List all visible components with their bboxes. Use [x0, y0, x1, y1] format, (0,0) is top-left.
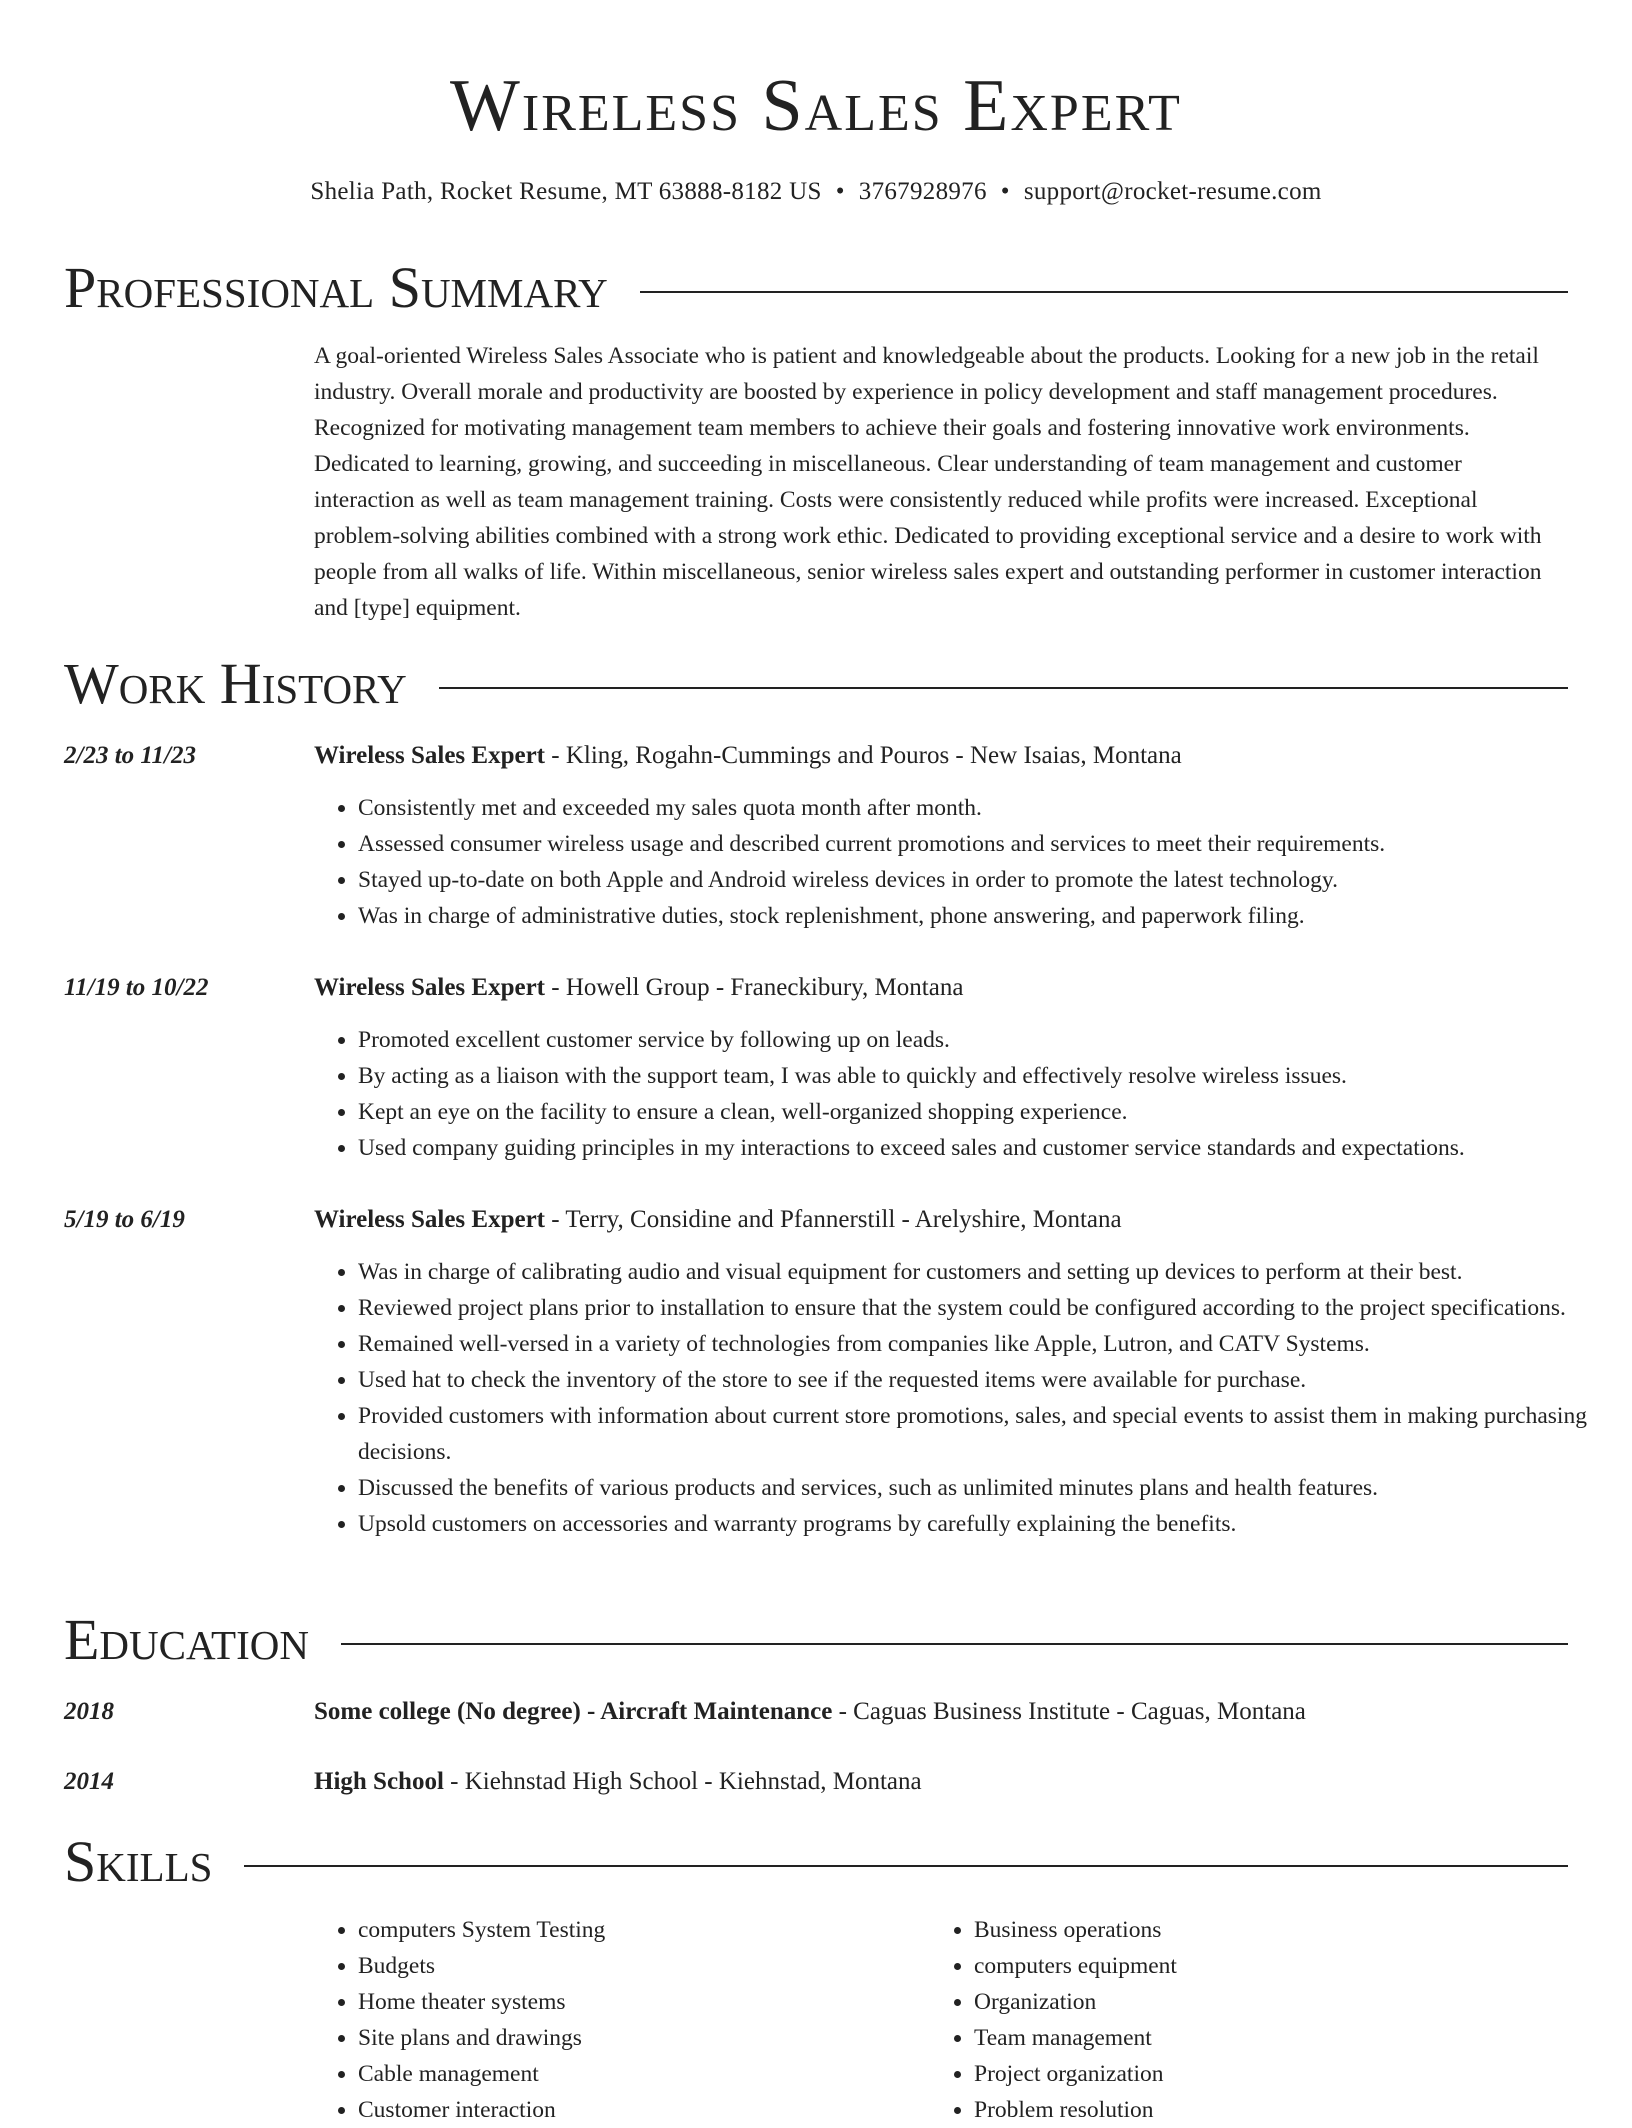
- job-bullets: [314, 1254, 1612, 1542]
- job-bullets: [314, 790, 1612, 934]
- education-heading: Education: [64, 1607, 309, 1672]
- education-details: - Caguas Business Institute - Caguas, Montana: [832, 1698, 1306, 1725]
- section-divider: [244, 1865, 1568, 1867]
- contact-phone: 3767928976: [858, 178, 987, 205]
- job-bullet: • Stayed up-to-date on both Apple and Android wireless devices in order to promote the latest technology.: [358, 862, 1612, 898]
- job-bullets: [314, 1022, 1612, 1166]
- work-section-header: [64, 652, 1568, 716]
- skill-item: • Business operations: [974, 1912, 1574, 1948]
- job-dates: 11/19 to 10/22: [64, 974, 209, 1001]
- skill-item: • Site plans and drawings: [358, 2020, 918, 2056]
- job-bullet: • Remained well-versed in a variety of technologies from companies like Apple, Lutron, and CATV Systems.: [358, 1326, 1612, 1362]
- skills-heading: Skills: [64, 1829, 213, 1894]
- skill-item: • Team management: [974, 2020, 1574, 2056]
- job-title-line: [314, 968, 1568, 1008]
- skill-item: • computers equipment: [974, 1948, 1574, 1984]
- education-section-header: [64, 1608, 1568, 1672]
- section-divider: [341, 1643, 1568, 1645]
- job-bullet: • Provided customers with information about current store promotions, sales, and special events to assist them in making purchasing decisions.: [358, 1398, 1612, 1470]
- contact-email: support@rocket-resume.com: [1023, 178, 1322, 205]
- job-bullet: • Used company guiding principles in my interactions to exceed sales and customer service standards and expectations.: [358, 1130, 1612, 1166]
- job-bullet: • Reviewed project plans prior to installation to ensure that the system could be configured according to the project specifications.: [358, 1290, 1612, 1326]
- education-year: 2014: [64, 1768, 114, 1795]
- skills-list-right: [930, 1912, 1574, 2128]
- section-divider: [640, 291, 1568, 293]
- job-title: Wireless Sales Expert: [314, 1206, 546, 1233]
- education-details: - Kiehnstad High School - Kiehnstad, Montana: [443, 1768, 922, 1795]
- skill-item: • Cable management: [358, 2056, 918, 2092]
- job-bullet: • Was in charge of administrative duties, stock replenishment, phone answering, and paperwork filing.: [358, 898, 1612, 934]
- skills-section-header: [64, 1830, 1568, 1894]
- job-bullet: • Used hat to check the inventory of the store to see if the requested items were available for purchase.: [358, 1362, 1612, 1398]
- skill-item: • Problem resolution: [974, 2092, 1574, 2128]
- summary-heading: Professional Summary: [64, 255, 608, 320]
- job-bullet: • Promoted excellent customer service by following up on leads.: [358, 1022, 1612, 1058]
- skill-item: • Project organization: [974, 2056, 1574, 2092]
- job-bullet: • Assessed consumer wireless usage and described current promotions and services to meet their requirements.: [358, 826, 1612, 862]
- job-bullet: • Upsold customers on accessories and warranty programs by carefully explaining the benefits.: [358, 1506, 1612, 1542]
- skill-item: • computers System Testing: [358, 1912, 918, 1948]
- job-bullet: • By acting as a liaison with the support team, I was able to quickly and effectively resolve wireless issues.: [358, 1058, 1612, 1094]
- job-title: Wireless Sales Expert: [314, 974, 546, 1001]
- job-bullet: • Discussed the benefits of various products and services, such as unlimited minutes plans and health features.: [358, 1470, 1612, 1506]
- job-bullet: • Kept an eye on the facility to ensure a clean, well-organized shopping experience.: [358, 1094, 1612, 1130]
- job-title-line: [314, 1200, 1568, 1240]
- job-dates: 5/19 to 6/19: [64, 1206, 185, 1233]
- job-title: Wireless Sales Expert: [314, 742, 546, 769]
- resume-name: Wireless Sales Expert: [450, 65, 1182, 147]
- education-year: 2018: [64, 1698, 114, 1725]
- skill-item: • Budgets: [358, 1948, 918, 1984]
- job-details: - Howell Group - Franeckibury, Montana: [545, 974, 964, 1001]
- job-bullet: • Was in charge of calibrating audio and visual equipment for customers and setting up devices to perform at their best.: [358, 1254, 1612, 1290]
- job-bullet: • Consistently met and exceeded my sales quota month after month.: [358, 790, 1612, 826]
- education-degree: High School: [314, 1768, 444, 1795]
- contact-line: [64, 172, 1568, 212]
- contact-address: Shelia Path, Rocket Resume, MT 63888-8182 US: [310, 178, 822, 205]
- education-line: [314, 1692, 1568, 1732]
- job-dates: 2/23 to 11/23: [64, 742, 196, 769]
- skill-item: • Customer interaction: [358, 2092, 918, 2128]
- skill-item: • Organization: [974, 1984, 1574, 2020]
- skill-item: • Home theater systems: [358, 1984, 918, 2020]
- section-divider: [439, 687, 1568, 689]
- contact-separator: •: [835, 178, 845, 205]
- summary-text: A goal-oriented Wireless Sales Associate who is patient and knowledgeable about the products. Looking for a new job in the retail industry. Overall morale and productivity are boosted by experience in policy development and staff management procedures. Recognized for motivating management team members to achieve their goals and fostering innovative work environments. Dedicated to learning, growing, and succeeding in miscellaneous. Clear understanding of team management and customer interaction as well as team management training. Costs were consistently reduced while profits were increased. Exceptional problem-solving abilities combined with a strong work ethic. Dedicated to providing exceptional service and a desire to work with people from all walks of life. Within miscellaneous, senior wireless sales expert and outstanding performer in customer interaction and [type] equipment.: [314, 343, 1542, 621]
- summary-section-header: [64, 256, 1568, 320]
- job-title-line: [314, 736, 1568, 776]
- work-heading: Work History: [64, 651, 407, 716]
- contact-separator: •: [1000, 178, 1010, 205]
- job-details: - Kling, Rogahn-Cummings and Pouros - New Isaias, Montana: [545, 742, 1182, 769]
- job-details: - Terry, Considine and Pfannerstill - Arelyshire, Montana: [545, 1206, 1122, 1233]
- skills-list-left: [314, 1912, 918, 2128]
- education-degree: Some college (No degree) - Aircraft Maintenance: [314, 1698, 833, 1725]
- education-line: [314, 1762, 1568, 1802]
